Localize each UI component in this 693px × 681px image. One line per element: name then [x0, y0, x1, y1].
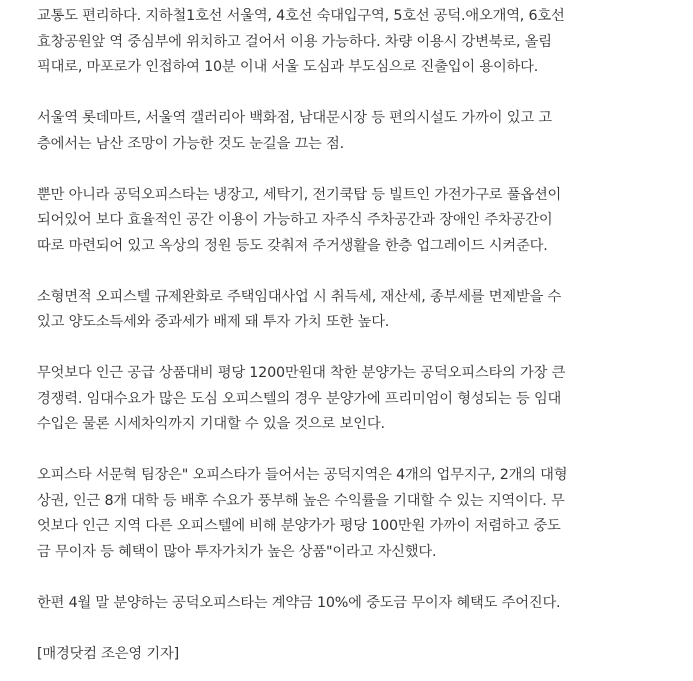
paragraph-quote: [37, 463, 687, 565]
text-line: 오피스타 서문혁 팀장은" 오피스타가 들어서는 공덕지역은 4개의 업무지구, 2개의 대형: [37, 467, 568, 483]
text-line: 층에서는 남산 조망이 가능한 것도 눈길을 끄는 점.: [37, 135, 344, 152]
paragraph-pricing: [37, 361, 687, 438]
paragraph-amenities: [37, 106, 687, 157]
paragraph-transportation: [37, 4, 687, 81]
paragraph-tax-benefits: [37, 285, 687, 336]
text-line: 따로 마련되어 있고 옥상의 정원 등도 갖춰져 주거생활을 한층 업그레이드 시켜준다.: [37, 237, 548, 254]
text-line: 수입은 물론 시세차익까지 기대할 수 있을 것으로 보인다.: [37, 416, 385, 432]
text-line: 픽대로, 마포로가 인접하여 10분 이내 서울 도심과 부도심으로 진출입이 용이하다.: [37, 59, 539, 75]
article-body: [37, 4, 687, 667]
text-line: 금 무이자 등 혜택이 많아 투자가치가 높은 상품"이라고 자신했다.: [37, 543, 437, 560]
text-line: 한편 4월 말 분양하는 공덕오피스타는 계약금 10%에 중도금 무이자 혜택도 주어진다.: [37, 594, 561, 611]
text-line: 있고 양도소득세와 중과세가 배제 돼 투자 가치 또한 높다.: [37, 314, 390, 330]
text-line: 뿐만 아니라 공덕오피스타는 냉장고, 세탁기, 전기쿡탑 등 빌트인 가전가구로 풀옵션이: [37, 186, 562, 203]
paragraph-sale-terms: [37, 591, 687, 617]
text-line: 엇보다 인근 지역 다른 오피스텔에 비해 분양가가 평당 100만원 가까이 저렴하고 중도: [37, 518, 561, 534]
text-line: 상권, 인근 8개 대학 등 배후 수요가 풍부해 높은 수익률을 기대할 수 있는 지역이다. 무: [37, 492, 565, 509]
text-line: 교통도 편리하다. 지하철1호선 서울역, 4호선 숙대입구역, 5호선 공덕.애오개역, 6호선: [37, 8, 565, 24]
text-line: 서울역 롯데마트, 서울역 갤러리아 백화점, 남대문시장 등 편의시설도 가까이 있고 고: [37, 110, 552, 126]
text-line: 경쟁력. 임대수요가 많은 도심 오피스텔의 경우 분양가에 프리미엄이 형성되는 등 임대: [37, 390, 562, 407]
byline: [매경닷컴 조은영 기자]: [37, 645, 179, 662]
text-line: 되어있어 보다 효율적인 공간 이용이 가능하고 자주식 주차공간과 장애인 주차공간이: [37, 212, 553, 228]
text-line: 무엇보다 인근 공급 상품대비 평당 1200만원대 착한 분양가는 공덕오피스타의 가장 큰: [37, 365, 566, 381]
paragraph-built-in-options: [37, 183, 687, 260]
text-line: 효창공원앞 역 중심부에 위치하고 걸어서 이용 가능하다. 차량 이용시 강변북로, 올림: [37, 33, 552, 50]
text-line: 소형면적 오피스텔 규제완화로 주택임대사업 시 취득세, 재산세, 종부세를 면제받을 수: [37, 288, 562, 305]
